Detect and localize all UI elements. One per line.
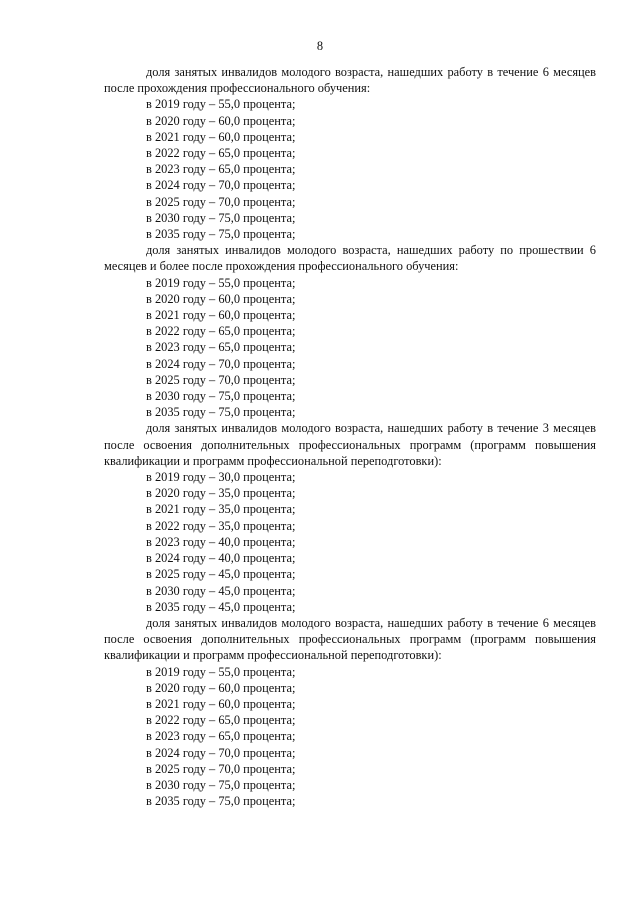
- document-body: [104, 64, 596, 809]
- list-item: в 2030 году – 75,0 процента;: [146, 777, 296, 792]
- list-item: в 2021 году – 60,0 процента;: [146, 696, 296, 711]
- list-item: в 2019 году – 55,0 процента;: [146, 664, 296, 679]
- list-item: в 2025 году – 70,0 процента;: [146, 372, 296, 387]
- list-item: в 2035 году – 45,0 процента;: [146, 599, 296, 614]
- list-item: в 2024 году – 70,0 процента;: [146, 745, 296, 760]
- page-number: 8: [316, 39, 324, 53]
- list-item: в 2024 году – 70,0 процента;: [146, 178, 296, 193]
- list-item: в 2030 году – 75,0 процента;: [146, 210, 296, 225]
- list-item: в 2019 году – 55,0 процента;: [146, 97, 296, 112]
- list-item: в 2020 году – 35,0 процента;: [146, 486, 296, 501]
- list-item: в 2025 году – 70,0 процента;: [146, 761, 296, 776]
- list-item: в 2030 году – 45,0 процента;: [146, 583, 296, 598]
- section-intro: доля занятых инвалидов молодого возраста, нашедших работу в течение 3 месяцев после освоения дополнительных профессиональных программ (программ повышения квалификации и программ профессиональной переподготовки):: [104, 421, 596, 468]
- list-item: в 2025 году – 45,0 процента;: [146, 567, 296, 582]
- list-item: в 2035 году – 75,0 процента;: [146, 405, 296, 420]
- list-item: в 2024 году – 40,0 процента;: [146, 551, 296, 566]
- list-item: в 2023 году – 65,0 процента;: [146, 340, 296, 355]
- section-intro: доля занятых инвалидов молодого возраста, нашедших работу в течение 6 месяцев после прохождения профессионального обучения:: [104, 65, 596, 96]
- list-item: в 2020 году – 60,0 процента;: [146, 291, 296, 306]
- list-item: в 2023 году – 65,0 процента;: [146, 729, 296, 744]
- list-item: в 2023 году – 65,0 процента;: [146, 162, 296, 177]
- list-item: в 2021 году – 35,0 процента;: [146, 502, 296, 517]
- list-item: в 2024 году – 70,0 процента;: [146, 356, 296, 371]
- list-item: в 2021 году – 60,0 процента;: [146, 308, 296, 323]
- list-item: в 2019 году – 30,0 процента;: [146, 470, 296, 485]
- list-item: в 2022 году – 65,0 процента;: [146, 146, 296, 161]
- section-intro: доля занятых инвалидов молодого возраста, нашедших работу по прошествии 6 месяцев и более после прохождения профессионального обучения:: [104, 243, 596, 274]
- section-intro: доля занятых инвалидов молодого возраста, нашедших работу в течение 6 месяцев после освоения дополнительных профессиональных программ (программ повышения квалификации и программ профессиональной переподготовки):: [104, 615, 596, 663]
- list-item: в 2030 году – 75,0 процента;: [146, 389, 296, 404]
- list-item: в 2035 году – 75,0 процента;: [146, 227, 296, 242]
- list-item: в 2035 году – 75,0 процента;: [146, 794, 296, 809]
- list-item: в 2025 году – 70,0 процента;: [146, 194, 296, 209]
- list-item: в 2023 году – 40,0 процента;: [146, 534, 296, 549]
- list-item: в 2019 году – 55,0 процента;: [146, 275, 296, 290]
- list-item: в 2022 году – 35,0 процента;: [146, 518, 296, 533]
- list-item: в 2020 году – 60,0 процента;: [146, 113, 296, 128]
- list-item: в 2020 году – 60,0 процента;: [146, 680, 296, 695]
- list-item: в 2022 году – 65,0 процента;: [146, 713, 296, 728]
- list-item: в 2022 году – 65,0 процента;: [146, 324, 296, 339]
- list-item: в 2021 году – 60,0 процента;: [146, 129, 296, 144]
